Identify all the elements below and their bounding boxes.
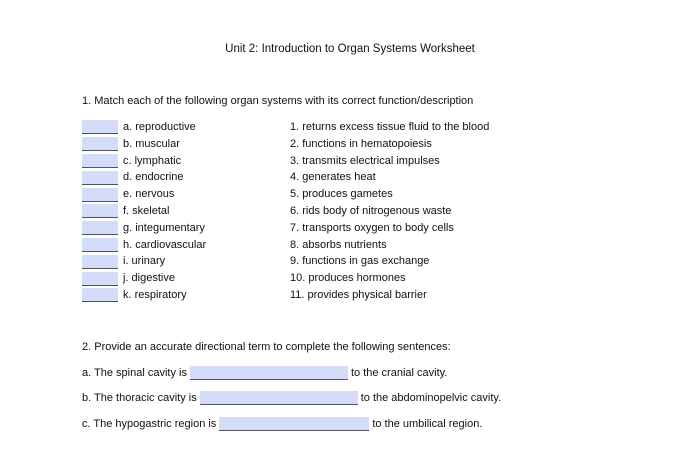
sentence-start: a. The spinal cavity is [82, 367, 187, 379]
answer-field-k[interactable] [82, 288, 118, 302]
sentence-row-a [82, 366, 447, 380]
function-item: 11. provides physical barrier [290, 288, 427, 301]
function-item: 6. rids body of nitrogenous waste [290, 204, 452, 217]
answer-field-j[interactable] [82, 272, 118, 286]
system-label: a. reproductive [123, 121, 196, 133]
sentence-row-b [82, 391, 501, 405]
sentence-end: to the umbilical region. [372, 418, 483, 430]
system-row-c [82, 153, 206, 170]
system-label: c. lymphatic [123, 154, 182, 167]
organ-system-list [82, 119, 206, 304]
answer-field-e[interactable] [82, 188, 118, 202]
system-row-h [82, 237, 206, 254]
sentence-end: to the cranial cavity. [350, 367, 448, 379]
function-item: 3. transmits electrical impulses [290, 154, 440, 167]
answer-field-g[interactable] [82, 221, 118, 235]
question-1-prompt: 1. Match each of the following organ systems with its correct function/description [82, 95, 474, 107]
system-label: e. nervous [123, 188, 175, 201]
function-item: 7. transports oxygen to body cells [290, 221, 454, 234]
answer-field-c[interactable] [82, 154, 118, 168]
system-label: b. muscular [123, 137, 180, 150]
function-list [290, 119, 489, 304]
answer-field-b[interactable] [82, 137, 118, 151]
question-2-prompt: 2. Provide an accurate directional term to complete the following sentences: [82, 341, 451, 353]
system-row-f [82, 203, 206, 220]
function-item: 10. produces hormones [290, 272, 406, 285]
system-row-k [82, 287, 206, 304]
directional-term-field-c[interactable] [219, 417, 369, 431]
system-row-a [82, 119, 206, 136]
system-label: j. digestive [123, 272, 175, 285]
system-label: k. respiratory [123, 288, 187, 301]
system-label: h. cardiovascular [123, 238, 207, 251]
system-label: d. endocrine [123, 171, 184, 184]
system-row-d [82, 169, 206, 186]
answer-field-i[interactable] [82, 255, 118, 269]
sentence-start: b. The thoracic cavity is [82, 392, 197, 404]
system-row-i [82, 253, 206, 270]
sentence-row-c [82, 417, 482, 431]
system-label: g. integumentary [123, 221, 205, 234]
answer-field-a[interactable] [82, 120, 118, 134]
sentence-end: to the abdominopelvic cavity. [360, 392, 502, 404]
answer-field-f[interactable] [82, 204, 118, 218]
sentence-start: c. The hypogastric region is [82, 418, 217, 430]
system-row-b [82, 136, 206, 153]
system-row-e [82, 186, 206, 203]
system-row-j [82, 270, 206, 287]
answer-field-h[interactable] [82, 238, 118, 252]
function-item: 1. returns excess tissue fluid to the blood [290, 121, 490, 133]
directional-term-field-a[interactable] [190, 366, 348, 380]
system-label: f. skeletal [123, 204, 170, 217]
answer-field-d[interactable] [82, 171, 118, 185]
function-item: 8. absorbs nutrients [290, 238, 387, 251]
system-row-g [82, 220, 206, 237]
function-item: 5. produces gametes [290, 188, 393, 201]
function-item: 9. functions in gas exchange [290, 255, 430, 268]
directional-term-field-b[interactable] [200, 391, 358, 405]
function-item: 2. functions in hematopoiesis [290, 137, 432, 150]
system-label: i. urinary [123, 255, 166, 268]
function-item: 4. generates heat [290, 171, 376, 184]
worksheet-title: Unit 2: Introduction to Organ Systems Worksheet [225, 43, 475, 55]
